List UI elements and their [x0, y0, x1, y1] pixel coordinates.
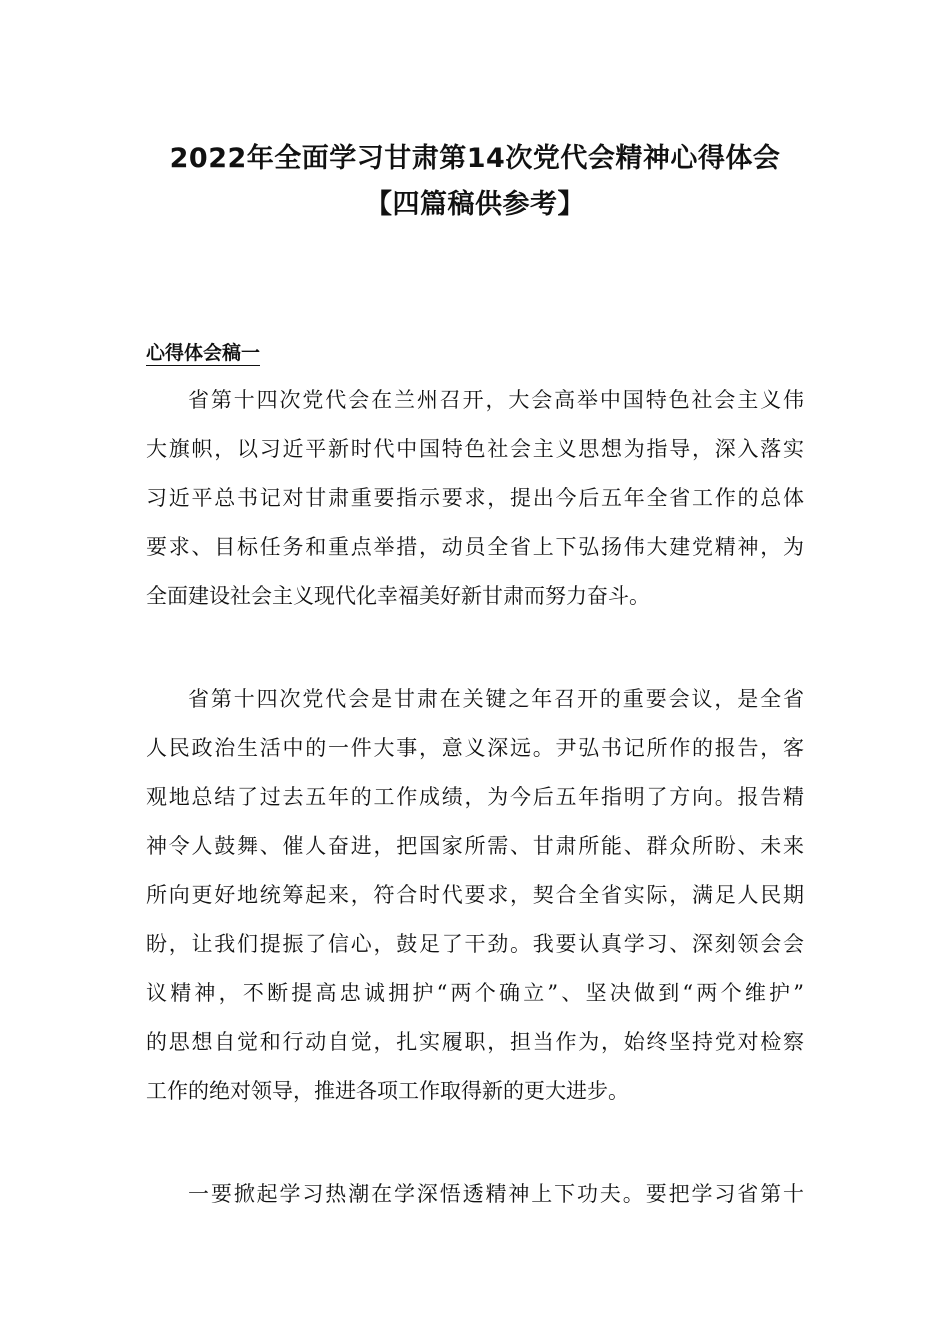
paragraph-line: 议精神，不断提高忠诚拥护“两个确立”、坚决做到“两个维护” [146, 981, 804, 1005]
paragraph-line: 观地总结了过去五年的工作成绩，为今后五年指明了方向。报告精 [146, 785, 804, 809]
paragraph-line: 省第十四次党代会是甘肃在关键之年召开的重要会议，是全省 [188, 687, 804, 711]
paragraph-line: 工作的绝对领导，推进各项工作取得新的更大进步。 [146, 1079, 629, 1103]
paragraph-line: 的思想自觉和行动自觉，扎实履职，担当作为，始终坚持党对检察 [146, 1030, 804, 1054]
paragraph-line: 所向更好地统筹起来，符合时代要求，契合全省实际，满足人民期 [146, 883, 804, 907]
paragraph-line: 习近平总书记对甘肃重要指示要求，提出今后五年全省工作的总体 [146, 486, 804, 510]
paragraph-line: 要求、目标任务和重点举措，动员全省上下弘扬伟大建党精神，为 [146, 535, 804, 559]
document-title: 2022年全面学习甘肃第14次党代会精神心得体会 [169, 143, 781, 174]
document-subtitle: 【四篇稿供参考】 [365, 189, 585, 220]
paragraph-line: 一要掀起学习热潮在学深悟透精神上下功夫。要把学习省第十 [188, 1182, 804, 1206]
paragraph-line: 盼，让我们提振了信心，鼓足了干劲。我要认真学习、深刻领会会 [146, 932, 804, 956]
paragraph-line: 神令人鼓舞、催人奋进，把国家所需、甘肃所能、群众所盼、未来 [146, 834, 804, 858]
paragraph-line: 大旗帜，以习近平新时代中国特色社会主义思想为指导，深入落实 [146, 437, 804, 461]
paragraph-line: 全面建设社会主义现代化幸福美好新甘肃而努力奋斗。 [146, 584, 650, 608]
paragraph-line: 人民政治生活中的一件大事，意义深远。尹弘书记所作的报告，客 [146, 736, 804, 760]
paragraph-line: 省第十四次党代会在兰州召开，大会高举中国特色社会主义伟 [188, 388, 804, 412]
section-heading: 心得体会稿一 [146, 342, 261, 364]
